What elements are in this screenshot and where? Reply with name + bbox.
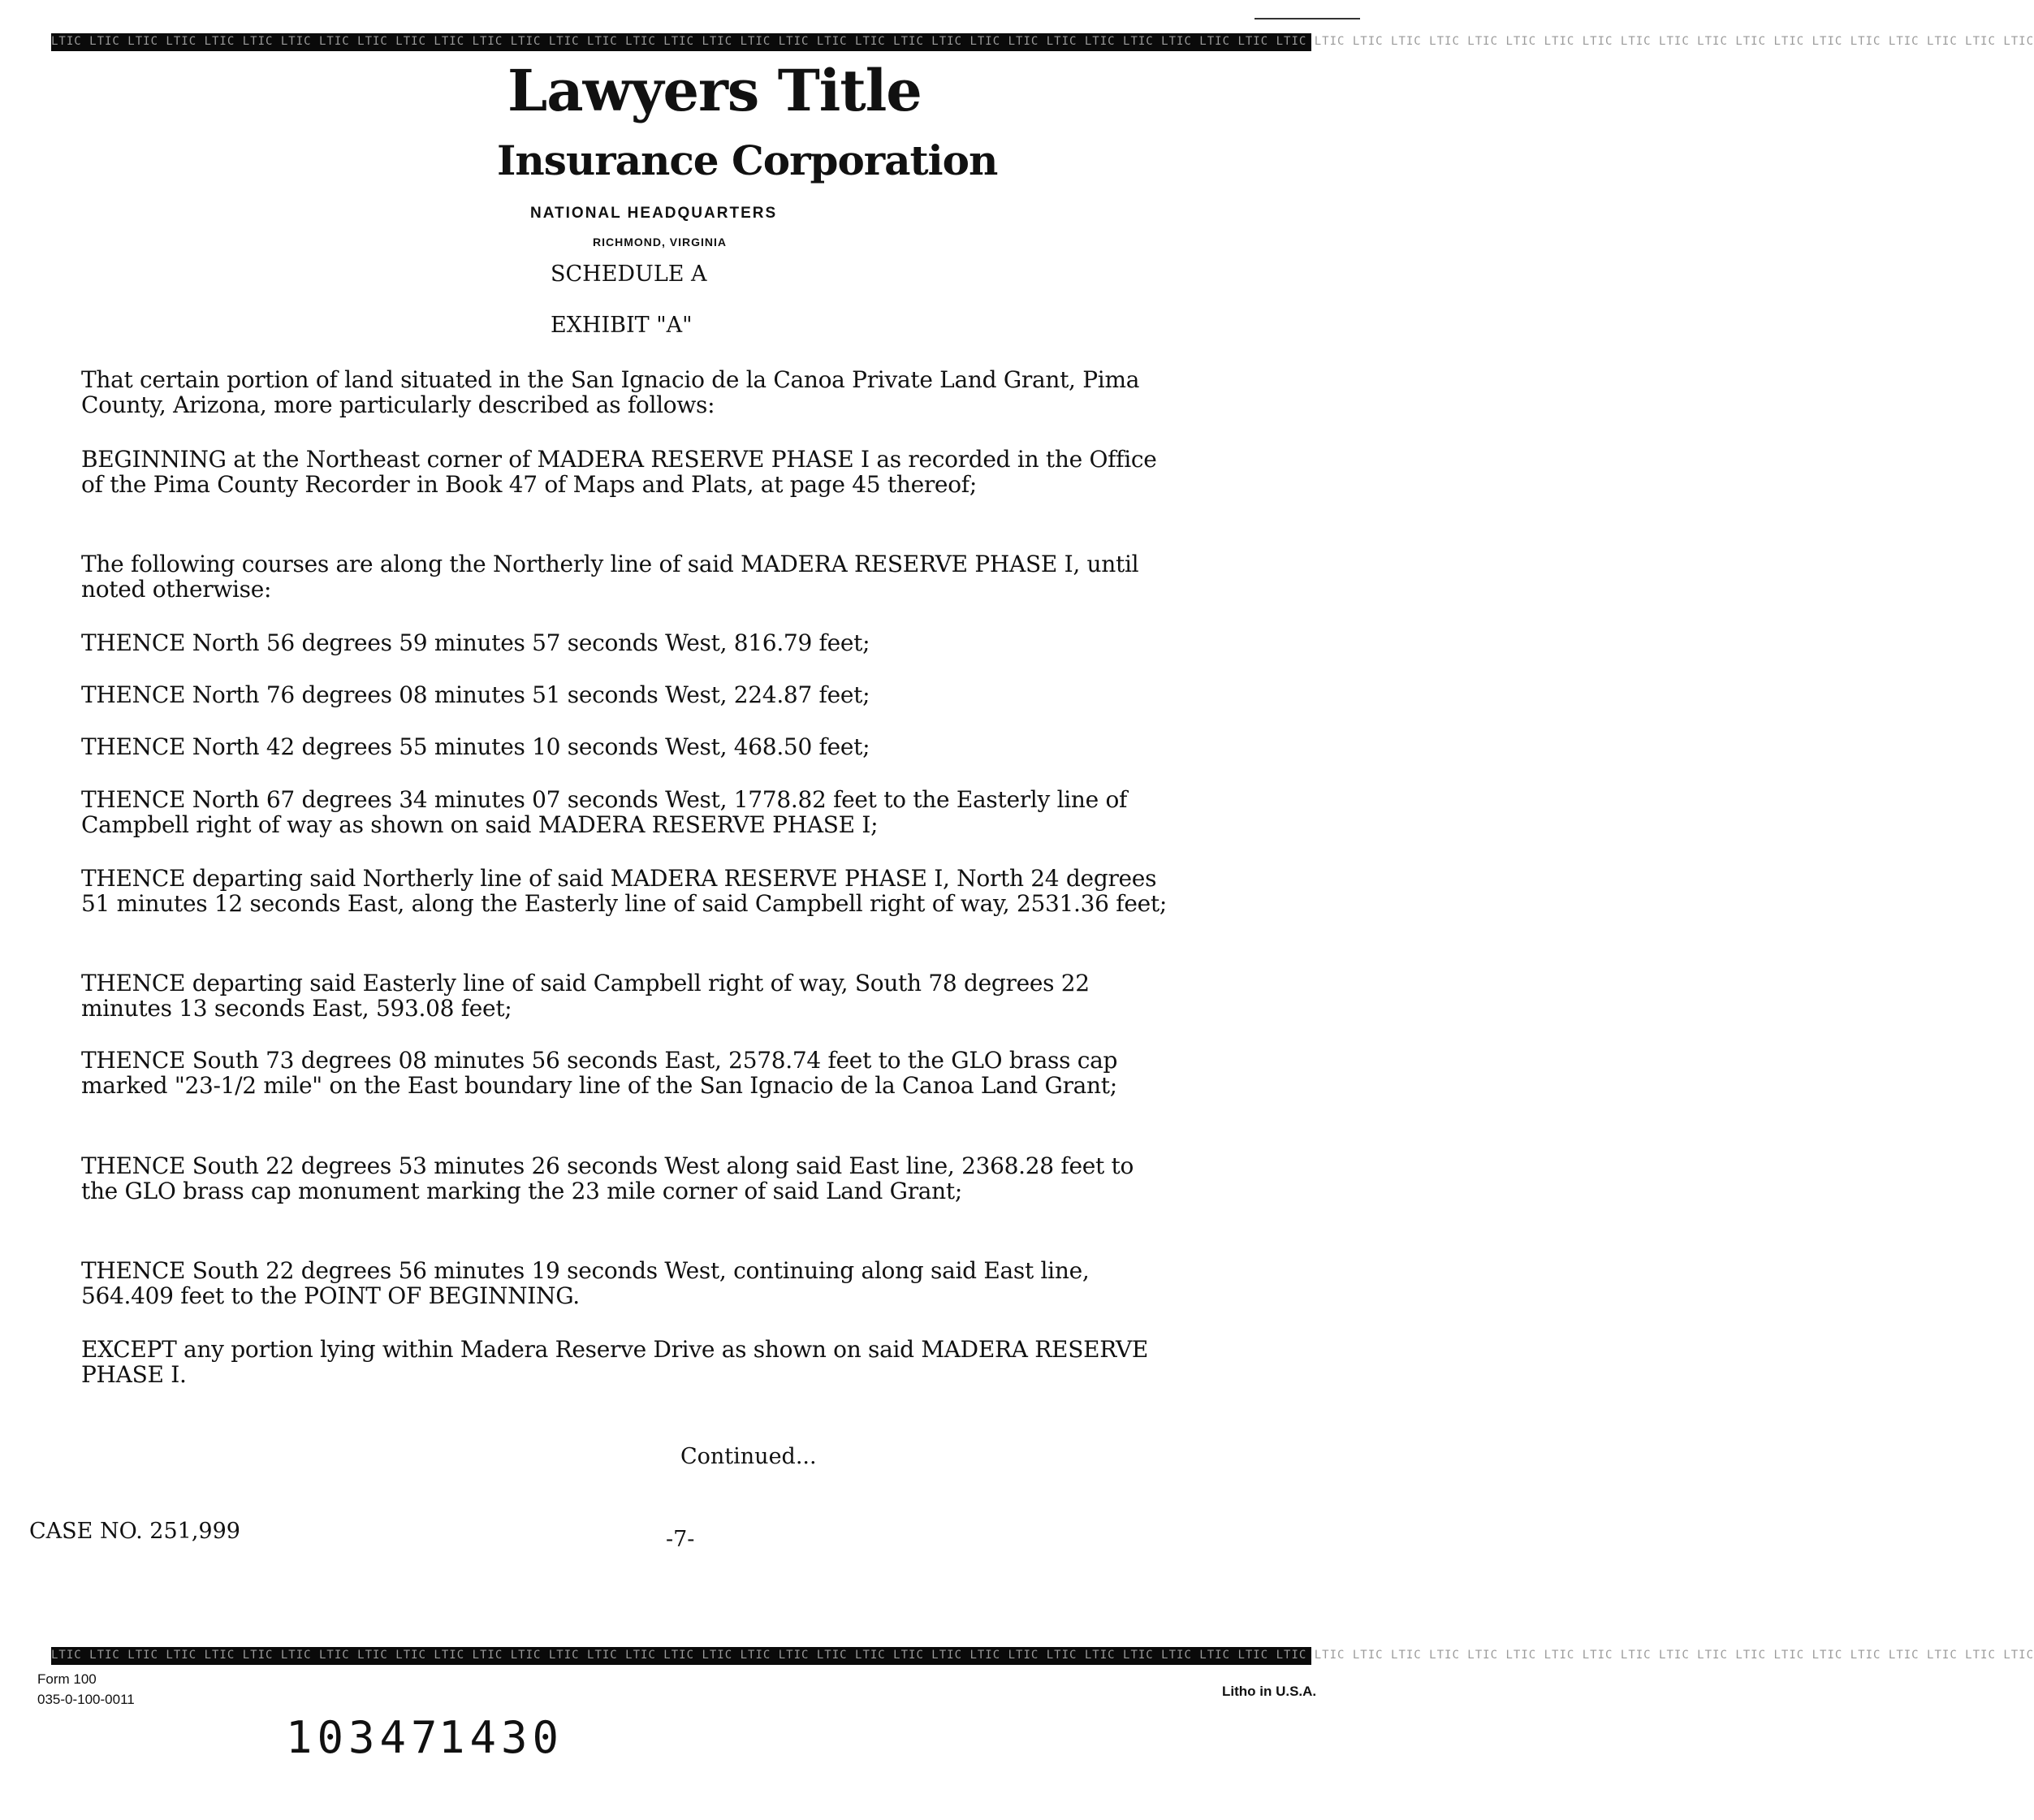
course-5-paragraph: THENCE departing said Northerly line of said MADERA RESERVE PHASE I, North 24 degrees 51 minutes 12 seconds East, along the Easterly line of said Campbell right of way, 2531.36 feet; bbox=[81, 865, 1167, 917]
course-6-paragraph: THENCE departing said Easterly line of said Campbell right of way, South 78 degrees 22 minutes 13 seconds East, 593.08 feet; bbox=[81, 970, 1090, 1022]
course-8-paragraph: THENCE South 22 degrees 53 minutes 26 seconds West along said East line, 2368.28 feet to the GLO brass cap monument marking the 23 mile corner of said Land Grant; bbox=[81, 1152, 1134, 1204]
headquarters-heading: NATIONAL HEADQUARTERS bbox=[530, 205, 778, 222]
schedule-title: SCHEDULE A bbox=[551, 262, 707, 287]
beginning-paragraph: BEGINNING at the Northeast corner of MADERA RESERVE PHASE I as recorded in the Office of the Pima County Recorder in Book 47 of Maps and Plats, at page 45 thereof; bbox=[81, 446, 1157, 498]
band-pattern-text: LTIC LTIC LTIC LTIC LTIC LTIC LTIC LTIC LTIC LTIC LTIC LTIC LTIC LTIC LTIC LTIC LTIC LTIC LTIC LTIC LTIC LTIC LTIC LTIC LTIC LTIC LTIC LTIC LTIC LTIC LTIC LTIC LTIC LTIC LTIC LTIC LTIC LTIC LTIC LTIC LTIC LTIC LTIC LTIC LTIC LTIC LTIC LTIC LTIC LTIC LTIC LTIC bbox=[51, 35, 2034, 48]
course-1-paragraph: THENCE North 56 degrees 59 minutes 57 seconds West, 816.79 feet; bbox=[81, 629, 870, 656]
top-security-band bbox=[51, 33, 2034, 51]
courses-intro-paragraph: The following courses are along the Northerly line of said MADERA RESERVE PHASE I, until noted otherwise: bbox=[81, 551, 1139, 603]
headquarters-city: RICHMOND, VIRGINIA bbox=[593, 236, 727, 249]
band-pattern-text: LTIC LTIC LTIC LTIC LTIC LTIC LTIC LTIC LTIC LTIC LTIC LTIC LTIC LTIC LTIC LTIC LTIC LTIC LTIC LTIC LTIC LTIC LTIC LTIC LTIC LTIC LTIC LTIC LTIC LTIC LTIC LTIC LTIC LTIC LTIC LTIC LTIC LTIC LTIC LTIC LTIC LTIC LTIC LTIC LTIC LTIC LTIC LTIC LTIC LTIC LTIC LTIC bbox=[51, 1649, 2034, 1662]
corner-scan-mark bbox=[1255, 18, 1360, 19]
case-number: CASE NO. 251,999 bbox=[29, 1519, 240, 1544]
recording-stamp-page: 1430 bbox=[438, 1712, 564, 1763]
course-4-paragraph: THENCE North 67 degrees 34 minutes 07 seconds West, 1778.82 feet to the Easterly line of Campbell right of way as shown on said MADERA RESERVE PHASE I; bbox=[81, 786, 1128, 838]
continued-note: Continued... bbox=[680, 1444, 817, 1469]
exhibit-title: EXHIBIT "A" bbox=[551, 313, 693, 338]
litho-note: Litho in U.S.A. bbox=[1222, 1684, 1317, 1699]
bottom-security-band bbox=[51, 1647, 2034, 1665]
intro-paragraph: That certain portion of land situated in the San Ignacio de la Canoa Private Land Grant, Pima County, Arizona, more particularly described as follows: bbox=[81, 366, 1140, 418]
course-2-paragraph: THENCE North 76 degrees 08 minutes 51 seconds West, 224.87 feet; bbox=[81, 681, 870, 708]
course-3-paragraph: THENCE North 42 degrees 55 minutes 10 seconds West, 468.50 feet; bbox=[81, 733, 870, 760]
exception-paragraph: EXCEPT any portion lying within Madera Reserve Drive as shown on said MADERA RESERVE PHASE I. bbox=[81, 1336, 1149, 1388]
form-number: Form 100 bbox=[37, 1671, 97, 1687]
form-code: 035-0-100-0011 bbox=[37, 1692, 135, 1707]
recording-stamp-book: 10347 bbox=[286, 1712, 443, 1763]
company-logo-line2: Insurance Corporation bbox=[497, 136, 998, 184]
course-7-paragraph: THENCE South 73 degrees 08 minutes 56 seconds East, 2578.74 feet to the GLO brass cap marked "23-1/2 mile" on the East boundary line of the San Ignacio de la Canoa Land Grant; bbox=[81, 1047, 1118, 1099]
page-number: -7- bbox=[666, 1527, 695, 1552]
company-logo-line1: Lawyers Title bbox=[507, 57, 922, 124]
course-9-paragraph: THENCE South 22 degrees 56 minutes 19 seconds West, continuing along said East line, 564.409 feet to the POINT OF BEGINNING. bbox=[81, 1257, 1090, 1309]
